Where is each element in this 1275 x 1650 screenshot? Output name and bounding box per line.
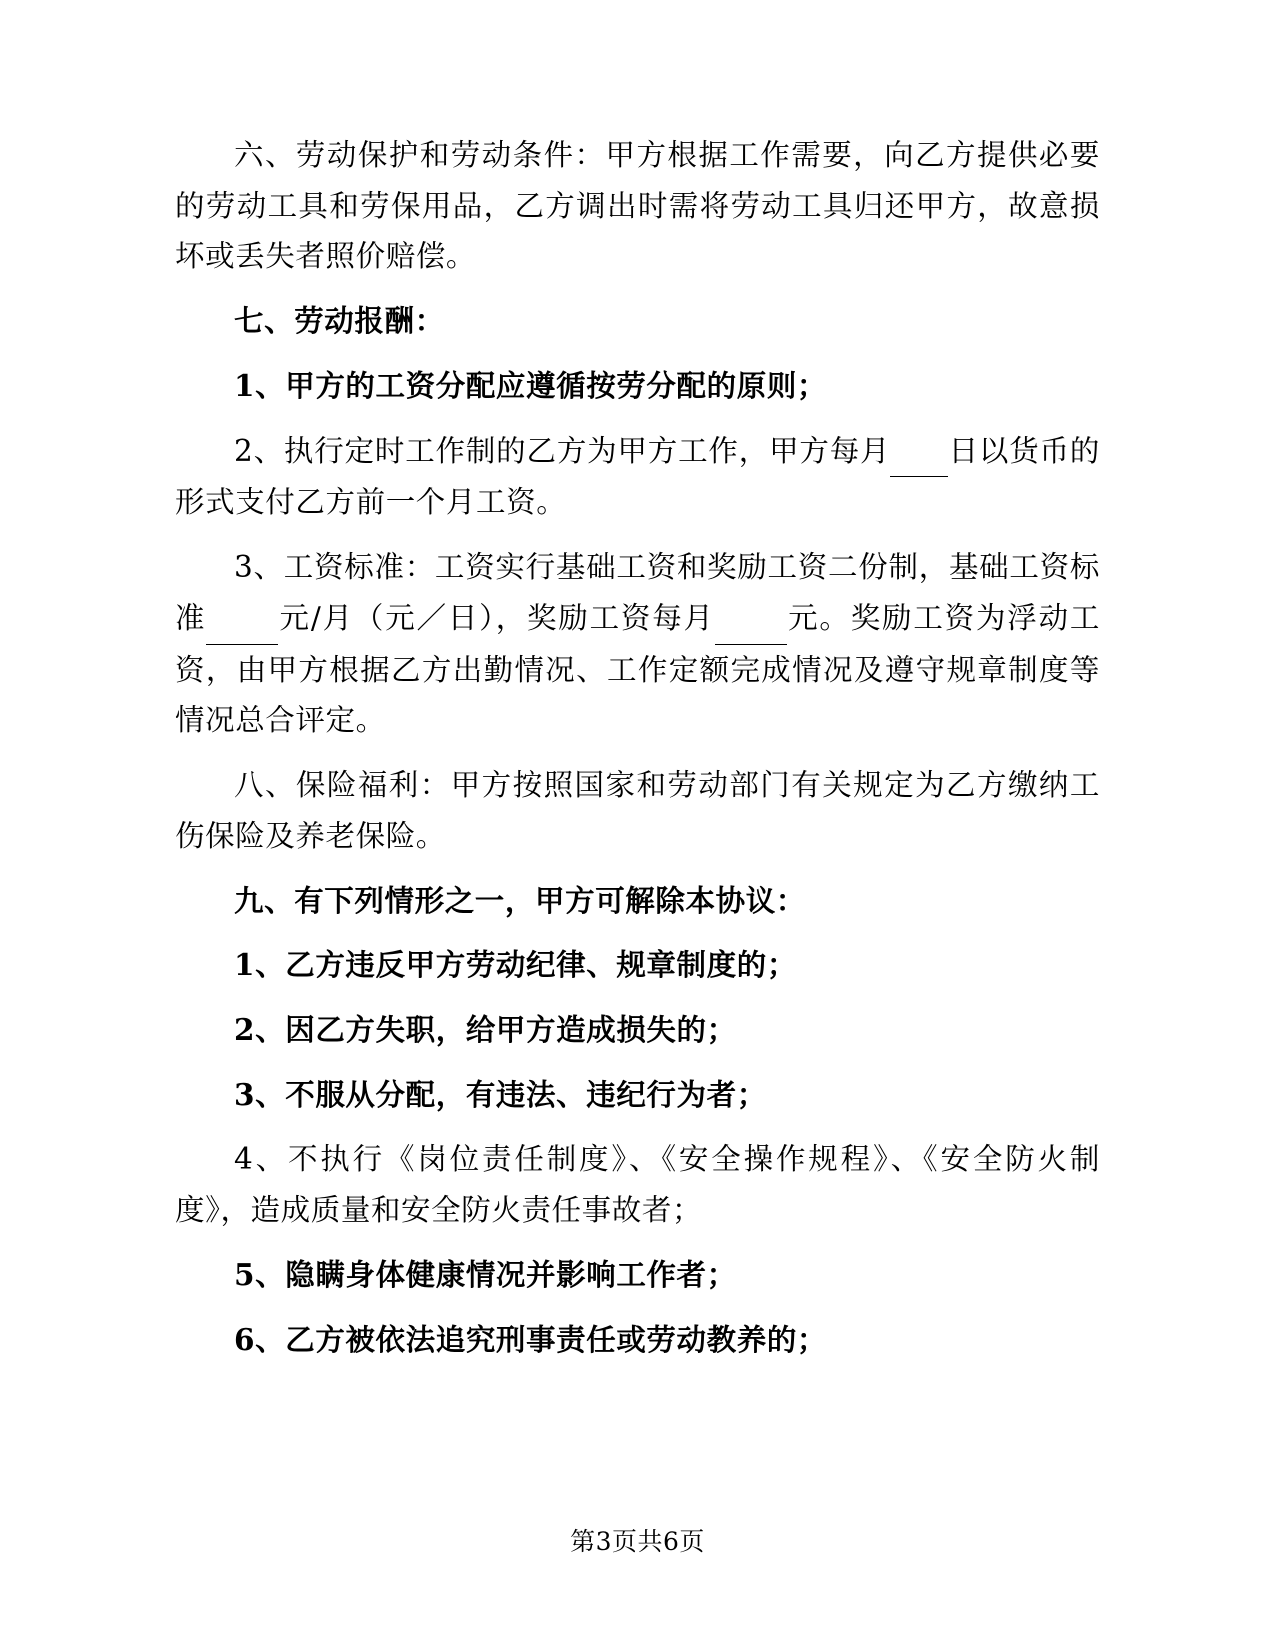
paragraph-clause-9-title: 九、有下列情形之一，甲方可解除本协议： (234, 882, 806, 918)
paragraph-clause-9-item-3: 3、不服从分配，有违法、违纪行为者； (234, 1076, 767, 1112)
fill-in-blank[interactable] (890, 426, 948, 478)
fill-in-blank[interactable] (715, 593, 787, 645)
paragraph-clause-9-item-5: 5、隐瞒身体健康情况并影响工作者； (234, 1256, 737, 1292)
paragraph-clause-7-item-2: 2、执行定时工作制的乙方为甲方工作，甲方每月 日以货币的形式支付乙方前一个月工资。 (175, 426, 1100, 528)
document-body (175, 130, 1100, 1365)
paragraph-clause-7-item-3: 3、工资标准：工资实行基础工资和奖励工资二份制，基础工资标准 元/月（元／日），奖励工资每月 元。奖励工资为浮动工资，由甲方根据乙方出勤情况、工作定额完成情况及遵守规章制度等情况总合评定。 (175, 550, 1100, 738)
paragraph-clause-9-item-6: 6、乙方被依法追究刑事责任或劳动教养的； (234, 1321, 828, 1357)
paragraph-clause-7-item-1: 1、甲方的工资分配应遵循按劳分配的原则； (234, 367, 828, 403)
paragraph-clause-9-item-2: 2、因乙方失职，给甲方造成损失的； (234, 1012, 737, 1048)
page-footer: 第3页共6页 (570, 1527, 705, 1556)
paragraph-clause-8: 八、保险福利：甲方按照国家和劳动部门有关规定为乙方缴纳工伤保险及养老保险。 (175, 768, 1100, 853)
paragraph-clause-6: 六、劳动保护和劳动条件：甲方根据工作需要，向乙方提供必要的劳动工具和劳保用品，乙方调出时需将劳动工具归还甲方，故意损坏或丢失者照价赔偿。 (175, 138, 1100, 274)
fill-in-blank[interactable] (206, 593, 278, 645)
paragraph-clause-7-title: 七、劳动报酬： (234, 303, 445, 339)
paragraph-clause-9-item-4: 4、不执行《岗位责任制度》、《安全操作规程》、《安全防火制度》，造成质量和安全防火责任事故者； (175, 1142, 1100, 1228)
paragraph-clause-9-item-1: 1、乙方违反甲方劳动纪律、规章制度的； (234, 947, 797, 983)
